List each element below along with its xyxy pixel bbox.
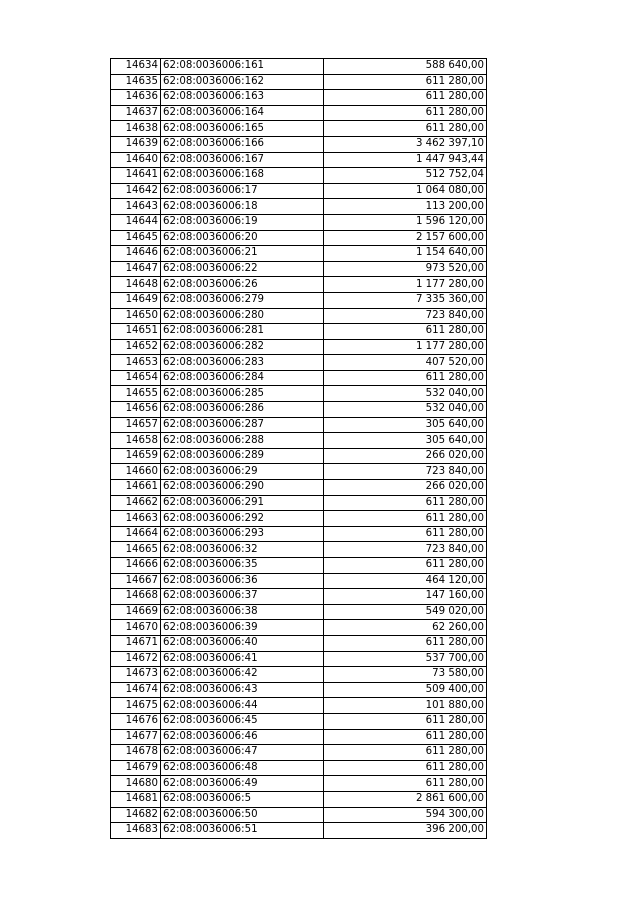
cadastral-number-cell: 62:08:0036006:26 — [161, 277, 324, 293]
row-number-cell: 14667 — [111, 573, 161, 589]
table-body — [111, 59, 487, 839]
row-number-cell: 14657 — [111, 417, 161, 433]
row-number-cell: 14646 — [111, 246, 161, 262]
table-row — [111, 355, 487, 371]
table-row — [111, 339, 487, 355]
cadastral-value-cell: 611 280,00 — [324, 90, 487, 106]
row-number-cell: 14673 — [111, 667, 161, 683]
row-number-cell: 14676 — [111, 713, 161, 729]
cadastral-value-cell: 723 840,00 — [324, 464, 487, 480]
cadastral-number-cell: 62:08:0036006:292 — [161, 511, 324, 527]
table-row — [111, 713, 487, 729]
cadastral-number-cell: 62:08:0036006:18 — [161, 199, 324, 215]
cadastral-number-cell: 62:08:0036006:166 — [161, 136, 324, 152]
cadastral-value-cell: 266 020,00 — [324, 480, 487, 496]
table-row — [111, 651, 487, 667]
cadastral-value-cell: 2 157 600,00 — [324, 230, 487, 246]
cadastral-value-cell: 73 580,00 — [324, 667, 487, 683]
table-row — [111, 745, 487, 761]
table-row — [111, 199, 487, 215]
cadastral-number-cell: 62:08:0036006:293 — [161, 526, 324, 542]
cadastral-number-cell: 62:08:0036006:37 — [161, 589, 324, 605]
cadastral-number-cell: 62:08:0036006:41 — [161, 651, 324, 667]
table-row — [111, 620, 487, 636]
cadastral-value-cell: 1 596 120,00 — [324, 214, 487, 230]
table-row — [111, 402, 487, 418]
cadastral-value-cell: 305 640,00 — [324, 417, 487, 433]
cadastral-number-cell: 62:08:0036006:291 — [161, 495, 324, 511]
cadastral-number-cell: 62:08:0036006:51 — [161, 823, 324, 839]
cadastral-number-cell: 62:08:0036006:17 — [161, 183, 324, 199]
table-row — [111, 573, 487, 589]
cadastral-number-cell: 62:08:0036006:46 — [161, 729, 324, 745]
row-number-cell: 14652 — [111, 339, 161, 355]
table-row — [111, 292, 487, 308]
table-row — [111, 542, 487, 558]
table-row — [111, 682, 487, 698]
row-number-cell: 14649 — [111, 292, 161, 308]
table-row — [111, 526, 487, 542]
cadastral-value-cell: 464 120,00 — [324, 573, 487, 589]
cadastral-value-cell: 101 880,00 — [324, 698, 487, 714]
table-row — [111, 604, 487, 620]
row-number-cell: 14679 — [111, 760, 161, 776]
cadastral-number-cell: 62:08:0036006:289 — [161, 448, 324, 464]
cadastral-value-table — [110, 58, 487, 839]
cadastral-value-cell: 611 280,00 — [324, 745, 487, 761]
row-number-cell: 14666 — [111, 558, 161, 574]
table-row — [111, 433, 487, 449]
cadastral-number-cell: 62:08:0036006:35 — [161, 558, 324, 574]
cadastral-number-cell: 62:08:0036006:43 — [161, 682, 324, 698]
table-row — [111, 823, 487, 839]
cadastral-number-cell: 62:08:0036006:284 — [161, 370, 324, 386]
table-row — [111, 635, 487, 651]
cadastral-value-cell: 1 064 080,00 — [324, 183, 487, 199]
cadastral-value-cell: 611 280,00 — [324, 495, 487, 511]
row-number-cell: 14675 — [111, 698, 161, 714]
row-number-cell: 14670 — [111, 620, 161, 636]
table-row — [111, 386, 487, 402]
cadastral-number-cell: 62:08:0036006:282 — [161, 339, 324, 355]
cadastral-value-cell: 266 020,00 — [324, 448, 487, 464]
cadastral-number-cell: 62:08:0036006:45 — [161, 713, 324, 729]
table-row — [111, 807, 487, 823]
row-number-cell: 14639 — [111, 136, 161, 152]
cadastral-number-cell: 62:08:0036006:283 — [161, 355, 324, 371]
row-number-cell: 14635 — [111, 74, 161, 90]
table-row — [111, 760, 487, 776]
row-number-cell: 14636 — [111, 90, 161, 106]
cadastral-value-cell: 1 447 943,44 — [324, 152, 487, 168]
cadastral-value-cell: 611 280,00 — [324, 776, 487, 792]
cadastral-value-cell: 113 200,00 — [324, 199, 487, 215]
table-row — [111, 59, 487, 75]
row-number-cell: 14656 — [111, 402, 161, 418]
cadastral-number-cell: 62:08:0036006:40 — [161, 635, 324, 651]
cadastral-value-cell: 611 280,00 — [324, 526, 487, 542]
row-number-cell: 14663 — [111, 511, 161, 527]
cadastral-value-cell: 537 700,00 — [324, 651, 487, 667]
cadastral-number-cell: 62:08:0036006:162 — [161, 74, 324, 90]
cadastral-value-cell: 594 300,00 — [324, 807, 487, 823]
row-number-cell: 14671 — [111, 635, 161, 651]
cadastral-number-cell: 62:08:0036006:47 — [161, 745, 324, 761]
cadastral-value-cell: 396 200,00 — [324, 823, 487, 839]
cadastral-value-cell: 611 280,00 — [324, 760, 487, 776]
cadastral-number-cell: 62:08:0036006:32 — [161, 542, 324, 558]
cadastral-value-cell: 2 861 600,00 — [324, 791, 487, 807]
table-row — [111, 308, 487, 324]
table-row — [111, 558, 487, 574]
table-row — [111, 324, 487, 340]
cadastral-value-cell: 611 280,00 — [324, 370, 487, 386]
cadastral-value-cell: 611 280,00 — [324, 324, 487, 340]
row-number-cell: 14654 — [111, 370, 161, 386]
row-number-cell: 14645 — [111, 230, 161, 246]
table-row — [111, 589, 487, 605]
row-number-cell: 14662 — [111, 495, 161, 511]
row-number-cell: 14659 — [111, 448, 161, 464]
cadastral-value-cell: 7 335 360,00 — [324, 292, 487, 308]
row-number-cell: 14683 — [111, 823, 161, 839]
row-number-cell: 14660 — [111, 464, 161, 480]
cadastral-value-cell: 973 520,00 — [324, 261, 487, 277]
cadastral-number-cell: 62:08:0036006:36 — [161, 573, 324, 589]
cadastral-number-cell: 62:08:0036006:5 — [161, 791, 324, 807]
cadastral-value-cell: 611 280,00 — [324, 105, 487, 121]
cadastral-value-cell: 305 640,00 — [324, 433, 487, 449]
row-number-cell: 14664 — [111, 526, 161, 542]
cadastral-number-cell: 62:08:0036006:288 — [161, 433, 324, 449]
cadastral-value-cell: 549 020,00 — [324, 604, 487, 620]
table-row — [111, 776, 487, 792]
cadastral-value-cell: 588 640,00 — [324, 59, 487, 75]
cadastral-value-cell: 532 040,00 — [324, 386, 487, 402]
row-number-cell: 14641 — [111, 168, 161, 184]
cadastral-value-cell: 723 840,00 — [324, 308, 487, 324]
table-row — [111, 74, 487, 90]
cadastral-number-cell: 62:08:0036006:280 — [161, 308, 324, 324]
row-number-cell: 14637 — [111, 105, 161, 121]
cadastral-value-cell: 611 280,00 — [324, 635, 487, 651]
cadastral-number-cell: 62:08:0036006:164 — [161, 105, 324, 121]
row-number-cell: 14669 — [111, 604, 161, 620]
table-row — [111, 246, 487, 262]
cadastral-value-cell: 611 280,00 — [324, 74, 487, 90]
row-number-cell: 14655 — [111, 386, 161, 402]
row-number-cell: 14653 — [111, 355, 161, 371]
cadastral-number-cell: 62:08:0036006:168 — [161, 168, 324, 184]
row-number-cell: 14665 — [111, 542, 161, 558]
cadastral-number-cell: 62:08:0036006:42 — [161, 667, 324, 683]
row-number-cell: 14682 — [111, 807, 161, 823]
table-row — [111, 183, 487, 199]
table-row — [111, 136, 487, 152]
row-number-cell: 14680 — [111, 776, 161, 792]
row-number-cell: 14644 — [111, 214, 161, 230]
table-row — [111, 105, 487, 121]
row-number-cell: 14634 — [111, 59, 161, 75]
row-number-cell: 14643 — [111, 199, 161, 215]
cadastral-number-cell: 62:08:0036006:50 — [161, 807, 324, 823]
row-number-cell: 14681 — [111, 791, 161, 807]
cadastral-number-cell: 62:08:0036006:38 — [161, 604, 324, 620]
row-number-cell: 14648 — [111, 277, 161, 293]
cadastral-number-cell: 62:08:0036006:286 — [161, 402, 324, 418]
table-row — [111, 495, 487, 511]
cadastral-number-cell: 62:08:0036006:163 — [161, 90, 324, 106]
table-row — [111, 698, 487, 714]
row-number-cell: 14647 — [111, 261, 161, 277]
cadastral-value-cell: 147 160,00 — [324, 589, 487, 605]
row-number-cell: 14658 — [111, 433, 161, 449]
row-number-cell: 14651 — [111, 324, 161, 340]
row-number-cell: 14638 — [111, 121, 161, 137]
cadastral-number-cell: 62:08:0036006:287 — [161, 417, 324, 433]
table-row — [111, 370, 487, 386]
cadastral-number-cell: 62:08:0036006:39 — [161, 620, 324, 636]
cadastral-value-cell: 611 280,00 — [324, 121, 487, 137]
table-row — [111, 168, 487, 184]
cadastral-value-cell: 532 040,00 — [324, 402, 487, 418]
cadastral-value-cell: 509 400,00 — [324, 682, 487, 698]
cadastral-number-cell: 62:08:0036006:29 — [161, 464, 324, 480]
cadastral-number-cell: 62:08:0036006:161 — [161, 59, 324, 75]
table-row — [111, 791, 487, 807]
table-row — [111, 667, 487, 683]
cadastral-number-cell: 62:08:0036006:279 — [161, 292, 324, 308]
cadastral-value-cell: 1 177 280,00 — [324, 339, 487, 355]
table-row — [111, 230, 487, 246]
table-row — [111, 480, 487, 496]
cadastral-number-cell: 62:08:0036006:19 — [161, 214, 324, 230]
row-number-cell: 14672 — [111, 651, 161, 667]
row-number-cell: 14674 — [111, 682, 161, 698]
row-number-cell: 14668 — [111, 589, 161, 605]
table-row — [111, 214, 487, 230]
cadastral-number-cell: 62:08:0036006:21 — [161, 246, 324, 262]
row-number-cell: 14642 — [111, 183, 161, 199]
row-number-cell: 14678 — [111, 745, 161, 761]
table-row — [111, 277, 487, 293]
table-row — [111, 464, 487, 480]
cadastral-value-cell: 3 462 397,10 — [324, 136, 487, 152]
table-row — [111, 121, 487, 137]
cadastral-number-cell: 62:08:0036006:285 — [161, 386, 324, 402]
row-number-cell: 14661 — [111, 480, 161, 496]
cadastral-number-cell: 62:08:0036006:49 — [161, 776, 324, 792]
cadastral-number-cell: 62:08:0036006:48 — [161, 760, 324, 776]
table-row — [111, 90, 487, 106]
table-row — [111, 261, 487, 277]
cadastral-number-cell: 62:08:0036006:281 — [161, 324, 324, 340]
cadastral-number-cell: 62:08:0036006:167 — [161, 152, 324, 168]
cadastral-number-cell: 62:08:0036006:165 — [161, 121, 324, 137]
table-row — [111, 511, 487, 527]
cadastral-number-cell: 62:08:0036006:20 — [161, 230, 324, 246]
table-row — [111, 729, 487, 745]
cadastral-value-cell: 611 280,00 — [324, 713, 487, 729]
cadastral-value-cell: 1 177 280,00 — [324, 277, 487, 293]
cadastral-value-cell: 512 752,04 — [324, 168, 487, 184]
cadastral-value-cell: 407 520,00 — [324, 355, 487, 371]
cadastral-value-cell: 611 280,00 — [324, 558, 487, 574]
row-number-cell: 14650 — [111, 308, 161, 324]
cadastral-number-cell: 62:08:0036006:22 — [161, 261, 324, 277]
table-row — [111, 417, 487, 433]
table-row — [111, 152, 487, 168]
row-number-cell: 14640 — [111, 152, 161, 168]
cadastral-value-cell: 611 280,00 — [324, 729, 487, 745]
cadastral-number-cell: 62:08:0036006:44 — [161, 698, 324, 714]
cadastral-value-cell: 1 154 640,00 — [324, 246, 487, 262]
row-number-cell: 14677 — [111, 729, 161, 745]
cadastral-value-cell: 611 280,00 — [324, 511, 487, 527]
cadastral-value-cell: 62 260,00 — [324, 620, 487, 636]
cadastral-number-cell: 62:08:0036006:290 — [161, 480, 324, 496]
cadastral-value-cell: 723 840,00 — [324, 542, 487, 558]
table-row — [111, 448, 487, 464]
